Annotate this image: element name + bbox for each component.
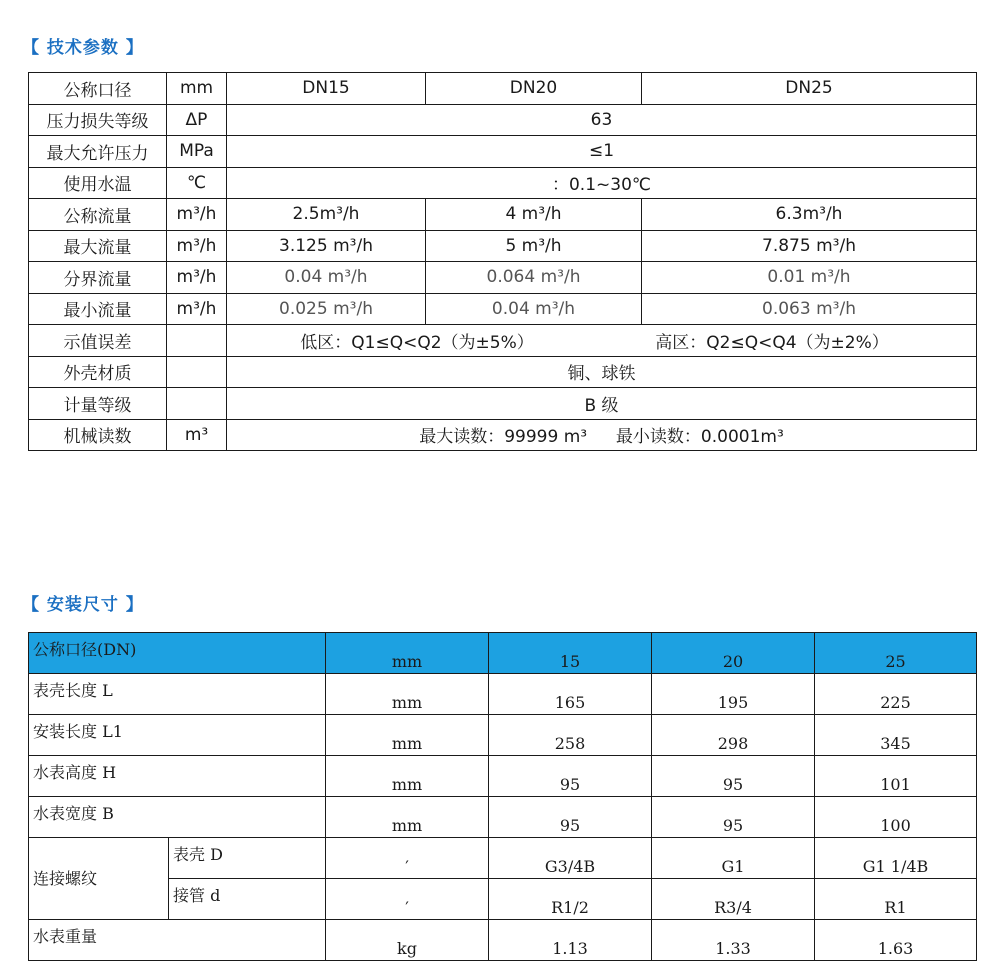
value-cell: R1/2 xyxy=(489,879,652,920)
row-label: 计量等级 xyxy=(29,388,167,420)
table-row xyxy=(29,838,977,879)
value-cell: 95 xyxy=(652,756,815,797)
row-label: 公称口径 xyxy=(29,73,167,105)
value-cell: DN20 xyxy=(426,73,642,105)
value-cell: 100 xyxy=(815,797,977,838)
value-cell: 225 xyxy=(815,674,977,715)
table-row xyxy=(29,199,977,231)
value-cell: ：0.1~30℃ xyxy=(227,167,977,199)
value-cell: 95 xyxy=(652,797,815,838)
row-label: 水表重量 xyxy=(29,920,326,961)
table-row xyxy=(29,262,977,294)
value-cell: 258 xyxy=(489,715,652,756)
row-label: 公称流量 xyxy=(29,199,167,231)
value-cell: 6.3m³/h xyxy=(642,199,977,231)
value-cell: 3.125 m³/h xyxy=(227,230,426,262)
row-label: 外壳材质 xyxy=(29,356,167,388)
row-label: 表壳长度 L xyxy=(29,674,326,715)
value-cell: 95 xyxy=(489,756,652,797)
value-cell: DN25 xyxy=(642,73,977,105)
unit-cell: mm xyxy=(326,797,489,838)
row-label: 最大允许压力 xyxy=(29,136,167,168)
unit-cell: m³/h xyxy=(167,262,227,294)
row-label: 压力损失等级 xyxy=(29,104,167,136)
value-cell: 1.33 xyxy=(652,920,815,961)
value-cell: ≤1 xyxy=(227,136,977,168)
table-row xyxy=(29,797,977,838)
value-cell: 101 xyxy=(815,756,977,797)
table-row xyxy=(29,920,977,961)
value-cell: R3/4 xyxy=(652,879,815,920)
install-dims-table xyxy=(28,632,977,961)
low-zone-error: 低区：Q1≤Q<Q2（为±5%） xyxy=(300,332,534,353)
header-cell: 25 xyxy=(815,633,977,674)
unit-cell: ℃ xyxy=(167,167,227,199)
row-label: 机械读数 xyxy=(29,419,167,451)
value-cell: 0.01 m³/h xyxy=(642,262,977,294)
row-label: 水表宽度 B xyxy=(29,797,326,838)
high-zone-error: 高区：Q2≤Q<Q4（为±2%） xyxy=(655,332,889,353)
unit-cell: mm xyxy=(326,674,489,715)
row-label: 水表高度 H xyxy=(29,756,326,797)
value-cell: B 级 xyxy=(227,388,977,420)
table-row xyxy=(29,167,977,199)
value-cell: 5 m³/h xyxy=(426,230,642,262)
value-cell: 0.025 m³/h xyxy=(227,293,426,325)
value-cell: 165 xyxy=(489,674,652,715)
row-label: 分界流量 xyxy=(29,262,167,294)
value-cell: 0.04 m³/h xyxy=(426,293,642,325)
value-cell xyxy=(227,419,977,451)
value-cell: 195 xyxy=(652,674,815,715)
table-header-row xyxy=(29,633,977,674)
table-row xyxy=(29,104,977,136)
row-label: 最小流量 xyxy=(29,293,167,325)
value-cell: 0.063 m³/h xyxy=(642,293,977,325)
value-cell: DN15 xyxy=(227,73,426,105)
value-cell: R1 xyxy=(815,879,977,920)
value-cell: 4 m³/h xyxy=(426,199,642,231)
row-label: 连接螺纹 xyxy=(29,838,169,920)
row-label: 使用水温 xyxy=(29,167,167,199)
value-cell: 7.875 m³/h xyxy=(642,230,977,262)
table-row xyxy=(29,230,977,262)
unit-cell: kg xyxy=(326,920,489,961)
tech-params-title: 【 技术参数 】 xyxy=(22,38,144,58)
unit-cell xyxy=(167,325,227,357)
unit-cell: ′ xyxy=(326,879,489,920)
unit-cell: ΔP xyxy=(167,104,227,136)
value-cell: G1 1/4B xyxy=(815,838,977,879)
table-row xyxy=(29,356,977,388)
unit-cell: mm xyxy=(167,73,227,105)
value-cell: 铜、球铁 xyxy=(227,356,977,388)
value-cell: G3/4B xyxy=(489,838,652,879)
row-label: 示值误差 xyxy=(29,325,167,357)
unit-cell: MPa xyxy=(167,136,227,168)
install-dims-title: 【 安装尺寸 】 xyxy=(22,595,144,615)
value-cell: 345 xyxy=(815,715,977,756)
table-row xyxy=(29,136,977,168)
tech-params-table xyxy=(28,72,977,451)
unit-cell: mm xyxy=(326,715,489,756)
unit-cell: m³/h xyxy=(167,230,227,262)
value-cell xyxy=(227,325,977,357)
value-cell: 0.04 m³/h xyxy=(227,262,426,294)
sub-label: 接管 d xyxy=(169,879,326,920)
header-cell: 20 xyxy=(652,633,815,674)
value-cell: 1.63 xyxy=(815,920,977,961)
row-label: 最大流量 xyxy=(29,230,167,262)
unit-cell xyxy=(167,356,227,388)
row-label: 安装长度 L1 xyxy=(29,715,326,756)
table-row xyxy=(29,419,977,451)
value-cell: 2.5m³/h xyxy=(227,199,426,231)
header-cell: mm xyxy=(326,633,489,674)
unit-cell: m³/h xyxy=(167,293,227,325)
unit-cell: m³ xyxy=(167,419,227,451)
header-cell: 15 xyxy=(489,633,652,674)
value-cell: 1.13 xyxy=(489,920,652,961)
unit-cell xyxy=(167,388,227,420)
table-row xyxy=(29,715,977,756)
value-cell: 0.064 m³/h xyxy=(426,262,642,294)
table-row xyxy=(29,293,977,325)
max-reading: 最大读数：99999 m³ xyxy=(419,427,588,448)
unit-cell: ′ xyxy=(326,838,489,879)
table-row xyxy=(29,73,977,105)
table-row xyxy=(29,325,977,357)
value-cell: G1 xyxy=(652,838,815,879)
value-cell: 298 xyxy=(652,715,815,756)
unit-cell: mm xyxy=(326,756,489,797)
value-cell: 95 xyxy=(489,797,652,838)
unit-cell: m³/h xyxy=(167,199,227,231)
table-row xyxy=(29,674,977,715)
min-reading: 最小读数：0.0001m³ xyxy=(615,427,784,448)
header-cell: 公称口径(DN) xyxy=(29,633,326,674)
table-row xyxy=(29,388,977,420)
table-row xyxy=(29,879,977,920)
value-cell: 63 xyxy=(227,104,977,136)
table-row xyxy=(29,756,977,797)
sub-label: 表壳 D xyxy=(169,838,326,879)
